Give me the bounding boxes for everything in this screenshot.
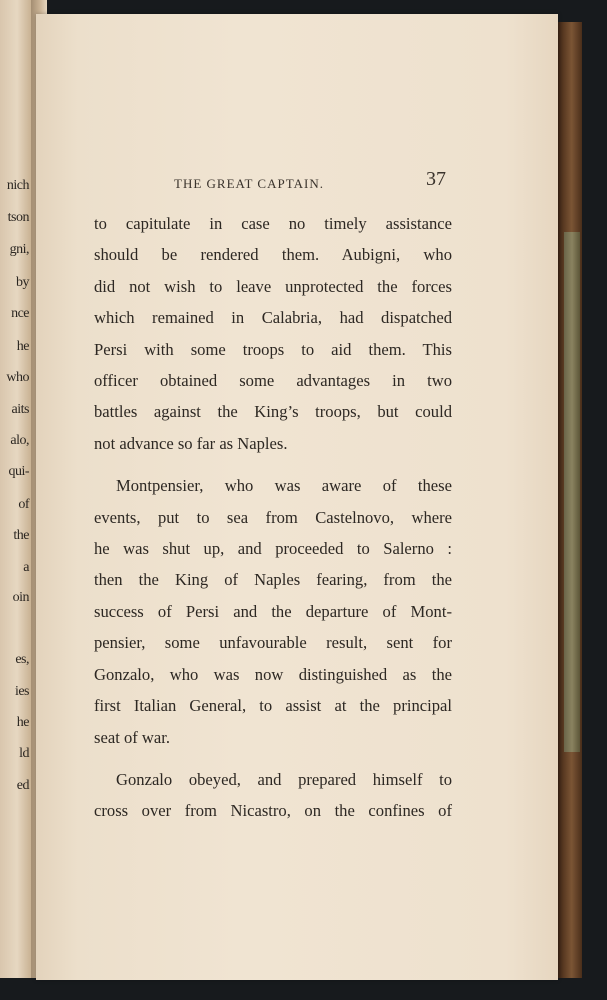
- paragraph-gap: [94, 753, 452, 764]
- facing-page-text-fragment: nce: [11, 306, 29, 321]
- facing-page-text-fragment: oin: [12, 590, 29, 605]
- facing-page-text-fragment: ies: [14, 684, 29, 699]
- body-text: [94, 208, 452, 827]
- facing-page-text-fragment: aits: [11, 402, 29, 417]
- book-cover-edge: [556, 22, 582, 978]
- facing-page-text-fragment: a: [23, 560, 29, 575]
- facing-page-text-fragment: of: [18, 497, 29, 512]
- text-line: Gonzalo, who was now distinguished as the: [94, 664, 452, 684]
- facing-page-text-fragment: tson: [7, 210, 29, 225]
- paragraph-gap: [94, 459, 452, 470]
- book-page: [36, 14, 558, 980]
- facing-page-text-fragment: qui-: [8, 464, 29, 479]
- text-line: battles against the King’s troops, but could: [94, 402, 452, 422]
- facing-page-text-fragment: nich: [6, 178, 29, 193]
- cover-binding-band: [564, 232, 580, 752]
- page-number: 37: [426, 168, 446, 190]
- facing-page-text-fragment: who: [6, 370, 29, 385]
- text-line: then the King of Naples fearing, from the: [94, 570, 452, 590]
- facing-page-text-fragment: the: [13, 528, 29, 543]
- text-line: success of Persi and the departure of Mont-: [94, 601, 452, 621]
- text-line: he was shut up, and proceeded to Salerno :: [94, 539, 452, 559]
- facing-page-text-fragment: ed: [16, 778, 29, 793]
- facing-page-edge: [0, 0, 31, 978]
- facing-page-text-fragment: alo,: [10, 433, 29, 448]
- text-line: Montpensier, who was aware of these: [116, 476, 452, 496]
- text-line: not advance so far as Naples.: [94, 433, 288, 453]
- facing-page-text-fragment: ld: [19, 746, 29, 761]
- text-line: officer obtained some advantages in two: [94, 371, 452, 391]
- text-line: pensier, some unfavourable result, sent for: [94, 633, 452, 653]
- facing-page-text-fragment: es,: [15, 652, 29, 667]
- text-line: which remained in Calabria, had dispatched: [94, 308, 452, 328]
- text-line: events, put to sea from Castelnovo, where: [94, 507, 452, 527]
- facing-page-text-fragment: he: [16, 715, 29, 730]
- facing-page-text-fragment: he: [16, 339, 29, 354]
- text-line: seat of war.: [94, 727, 171, 747]
- facing-page-text-fragment: gni,: [9, 242, 29, 257]
- text-line: Persi with some troops to aid them. This: [94, 339, 452, 359]
- text-line: Gonzalo obeyed, and prepared himself to: [116, 769, 452, 789]
- text-line: did not wish to leave unprotected the forces: [94, 276, 452, 296]
- text-line: first Italian General, to assist at the principal: [94, 696, 452, 716]
- text-line: cross over from Nicastro, on the confines of: [94, 801, 452, 821]
- text-line: should be rendered them. Aubigni, who: [94, 245, 452, 265]
- facing-page-text-fragment: by: [16, 275, 29, 290]
- running-title: THE GREAT CAPTAIN.: [174, 176, 324, 191]
- text-line: to capitulate in case no timely assistance: [94, 214, 452, 233]
